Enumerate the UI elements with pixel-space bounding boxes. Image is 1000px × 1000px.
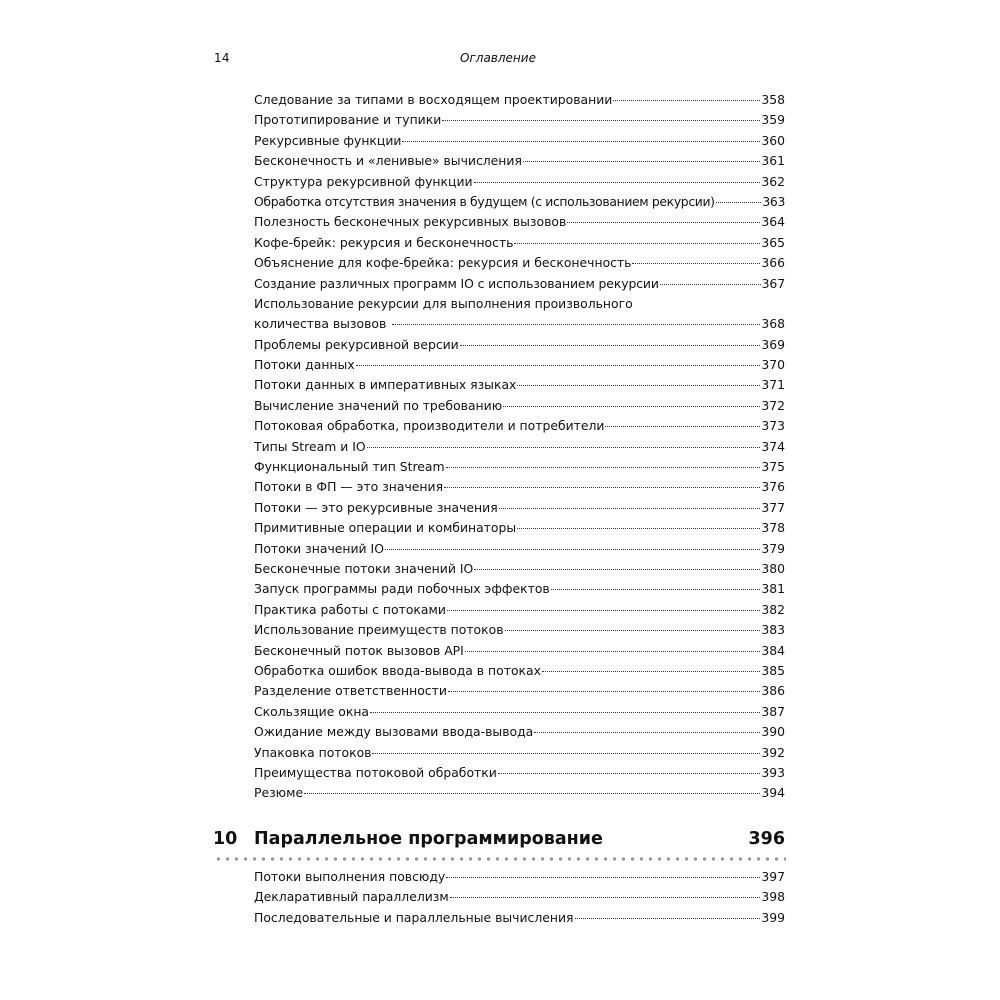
- toc-entry-title: Бесконечность и «ленивые» вычисления: [254, 153, 522, 169]
- toc-entry[interactable]: [254, 416, 785, 436]
- toc-entry-page: 372: [761, 397, 785, 413]
- toc-entry-page: 385: [761, 662, 785, 678]
- toc-entry[interactable]: [254, 457, 785, 477]
- toc-entry[interactable]: [254, 335, 785, 355]
- toc-entry-title: Последовательные и параллельные вычисления: [254, 909, 574, 925]
- toc-entry-title: Вычисление значений по требованию: [254, 397, 503, 413]
- toc-entry-page: 398: [761, 889, 785, 905]
- dot-leader: [446, 877, 760, 878]
- chapter-dotted-rule: [214, 856, 786, 862]
- toc-entry-title: Структура рекурсивной функции: [254, 173, 473, 189]
- toc-entry-page: 394: [761, 785, 785, 801]
- dot-leader: [498, 773, 761, 774]
- toc-entry-title: Рекурсивные функции: [254, 132, 402, 148]
- toc-entry-title-line2: количества вызовов: [254, 316, 387, 332]
- toc-entry-page: 358: [761, 92, 785, 107]
- dot-leader: [372, 753, 760, 754]
- toc-entry-page: 370: [761, 357, 785, 373]
- toc-entry-title: Запуск программы ради побочных эффектов: [254, 581, 550, 597]
- toc-entry-page: 383: [761, 622, 785, 638]
- dot-leader: [448, 691, 760, 692]
- toc-entry-page: 360: [761, 132, 785, 148]
- toc-entry-title: Использование преимуществ потоков: [254, 622, 504, 638]
- toc-entry-title: Практика работы с потоками: [254, 601, 446, 617]
- toc-entry-title: Разделение ответственности: [254, 683, 447, 699]
- toc-entry-title: Прототипирование и тупики: [254, 112, 442, 128]
- toc-entry[interactable]: [254, 131, 785, 151]
- toc-entry-title: Функциональный тип Stream: [254, 459, 445, 475]
- toc-entry[interactable]: [254, 294, 785, 335]
- toc-entry[interactable]: [254, 375, 785, 395]
- toc-entry[interactable]: [254, 437, 785, 457]
- toc-entry-title: Преимущества потоковой обработки: [254, 764, 497, 780]
- toc-entry-page: 399: [761, 909, 785, 925]
- toc-entry-title: Потоки данных в императивных языках: [254, 377, 517, 393]
- toc-entry-title: Обработка отсутствия значения в будущем (с использованием рекурсии): [254, 193, 715, 209]
- toc-entry-title: Потоковая обработка, производители и потребители: [254, 418, 605, 434]
- toc-entry-title: Декларативный параллелизм: [254, 889, 449, 905]
- toc-entry-title: Бесконечные потоки значений IO: [254, 560, 474, 576]
- toc-entry-title: Скользящие окна: [254, 703, 370, 719]
- toc-entry-page: 365: [761, 234, 785, 250]
- toc-entry-title: Потоки выполнения повсюду: [254, 869, 446, 884]
- toc-entry[interactable]: [254, 579, 785, 599]
- toc-entry-page: 361: [761, 153, 785, 169]
- toc-entry-title: Примитивные операции и комбинаторы: [254, 520, 517, 536]
- dot-leader: [660, 284, 761, 285]
- dot-leader: [450, 897, 761, 898]
- dot-leader: [716, 202, 762, 203]
- toc-entry-page: 392: [761, 744, 785, 760]
- dot-leader: [370, 712, 760, 713]
- toc-entry[interactable]: [254, 518, 785, 538]
- running-title: [0, 51, 1000, 65]
- toc-entry[interactable]: [254, 722, 785, 742]
- toc-entry-title: Потоки — это рекурсивные значения: [254, 499, 498, 515]
- toc-entry[interactable]: [254, 620, 785, 640]
- chapter-title: Параллельное программирование: [254, 829, 603, 849]
- toc-entry-page: 363: [762, 193, 785, 209]
- dot-leader: [402, 141, 760, 142]
- dot-leader: [523, 161, 760, 162]
- toc-entry[interactable]: [254, 783, 785, 803]
- toc-entry[interactable]: [254, 192, 785, 212]
- dot-leader: [446, 467, 761, 468]
- toc-entry-title: Резюме: [254, 785, 304, 801]
- dot-leader: [517, 528, 760, 529]
- toc-entry-page: 382: [761, 601, 785, 617]
- dot-leader: [534, 732, 760, 733]
- toc-entry-page: 375: [761, 459, 785, 475]
- toc-entry-title: Следование за типами в восходящем проектировании: [254, 92, 613, 107]
- chapter-page: 396: [748, 829, 785, 849]
- toc-entry-page: 384: [761, 642, 785, 658]
- toc-entry-page: 368: [761, 316, 785, 332]
- dot-leader: [465, 651, 761, 652]
- toc-entry-page: 386: [761, 683, 785, 699]
- toc-entry-title: Полезность бесконечных рекурсивных вызовов: [254, 214, 567, 230]
- toc-entry-page: 371: [761, 377, 785, 393]
- toc-list: [254, 90, 785, 804]
- toc-entry-title: Обработка ошибок ввода-вывода в потоках: [254, 662, 541, 678]
- dot-leader: [503, 406, 760, 407]
- toc-entry-page: 374: [761, 438, 785, 454]
- dot-leader: [632, 263, 760, 264]
- dot-leader: [442, 120, 760, 121]
- toc-entry[interactable]: [254, 274, 785, 294]
- toc-entry-page: 387: [761, 703, 785, 719]
- toc-entry-title: Ожидание между вызовами ввода-вывода: [254, 724, 534, 740]
- toc-entry[interactable]: [254, 477, 785, 497]
- toc-entry-page: 367: [761, 275, 785, 291]
- toc-entry-page: 366: [761, 255, 785, 271]
- dot-leader: [392, 324, 760, 325]
- dot-leader: [474, 569, 760, 570]
- toc-entry-page: 378: [761, 520, 785, 536]
- dot-leader: [551, 589, 761, 590]
- toc-entry-title: Потоки данных: [254, 357, 355, 373]
- toc-entry-page: 393: [761, 764, 785, 780]
- toc-entry-title-line1: Использование рекурсии для выполнения произвольного: [254, 295, 633, 311]
- toc-entry[interactable]: [254, 763, 785, 783]
- chapter-heading[interactable]: [213, 829, 785, 855]
- toc-entry[interactable]: [254, 212, 785, 232]
- toc-entry-title: Создание различных программ IO с использованием рекурсии: [254, 275, 659, 291]
- running-title-text: Оглавление: [460, 51, 536, 65]
- dot-leader: [447, 610, 760, 611]
- toc-entry-title: Проблемы рекурсивной версии: [254, 336, 459, 352]
- toc-entry-page: 359: [761, 112, 785, 128]
- toc-entry-page: 373: [761, 418, 785, 434]
- toc-entry-page: 364: [761, 214, 785, 230]
- toc-entry[interactable]: [254, 559, 785, 579]
- dot-leader: [367, 447, 761, 448]
- toc-entry[interactable]: [254, 498, 785, 518]
- toc-entry-page: 380: [761, 560, 785, 576]
- toc-entry[interactable]: [254, 396, 785, 416]
- toc-entry-title: Упаковка потоков: [254, 744, 372, 760]
- dot-leader: [567, 222, 760, 223]
- toc-entry[interactable]: [254, 110, 785, 130]
- toc-entry-page: 369: [761, 336, 785, 352]
- toc-entry-title: Объяснение для кофе-брейка: рекурсия и бесконечность: [254, 255, 632, 271]
- dot-leader: [605, 426, 760, 427]
- toc-entry[interactable]: [254, 151, 785, 171]
- toc-entry-title: Кофе-брейк: рекурсия и бесконечность: [254, 234, 514, 250]
- toc-entry[interactable]: [254, 887, 785, 907]
- dot-leader: [499, 508, 761, 509]
- toc-entry[interactable]: [254, 908, 785, 928]
- toc-entry[interactable]: [254, 253, 785, 273]
- dot-leader: [460, 345, 761, 346]
- toc-entry[interactable]: [254, 867, 785, 887]
- dot-leader: [474, 182, 761, 183]
- toc-entry[interactable]: [254, 172, 785, 192]
- dot-leader: [517, 385, 760, 386]
- chapter-number: 10: [213, 829, 238, 849]
- toc-entry[interactable]: [254, 90, 785, 110]
- toc-entry-page: 390: [761, 724, 785, 740]
- page-number: 14: [214, 51, 230, 65]
- toc-entry[interactable]: [254, 600, 785, 620]
- dot-leader: [304, 793, 760, 794]
- toc-entry-title: Типы Stream и IO: [254, 438, 366, 454]
- toc-entry-page: 379: [761, 540, 785, 556]
- toc-entry[interactable]: [254, 743, 785, 763]
- dot-leader: [385, 549, 760, 550]
- dot-leader: [575, 918, 761, 919]
- dot-leader: [505, 630, 761, 631]
- dot-leader: [613, 100, 760, 101]
- dot-leader: [542, 671, 760, 672]
- toc-entry-page: 376: [761, 479, 785, 495]
- toc-entry[interactable]: [254, 641, 785, 661]
- toc-entry-title: Потоки значений IO: [254, 540, 384, 556]
- dot-leader: [444, 487, 760, 488]
- toc-entry[interactable]: [254, 681, 785, 701]
- toc-entry[interactable]: [254, 702, 785, 722]
- toc-entry-page: 381: [761, 581, 785, 597]
- toc-entry[interactable]: [254, 355, 785, 375]
- toc-entry[interactable]: [254, 539, 785, 559]
- toc-entry-page: 362: [761, 173, 785, 189]
- toc-entry[interactable]: [254, 661, 785, 681]
- chapter-toc-list: [254, 867, 785, 928]
- toc-entry[interactable]: [254, 233, 785, 253]
- toc-entry-title: Потоки в ФП — это значения: [254, 479, 444, 495]
- dot-leader: [514, 243, 760, 244]
- toc-entry-title: Бесконечный поток вызовов API: [254, 642, 464, 658]
- dot-leader: [356, 365, 761, 366]
- toc-entry-page: 377: [761, 499, 785, 515]
- toc-entry-page: 397: [761, 869, 785, 884]
